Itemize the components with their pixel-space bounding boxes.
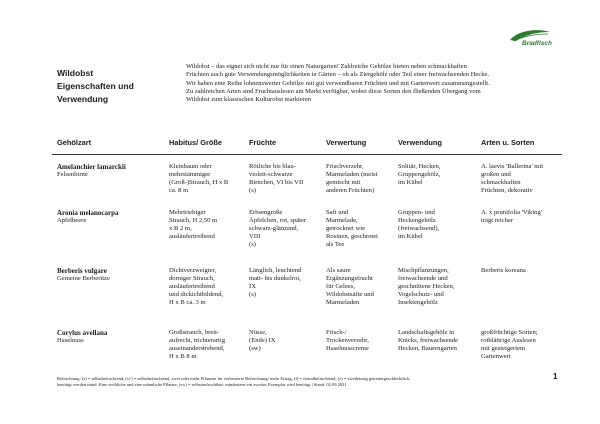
cell-line: Rosinen, geschrotet — [326, 232, 379, 240]
cell-line: getrocknet wie — [326, 224, 365, 232]
cell-line: (s) — [249, 290, 256, 298]
cell-line: Äpfelchen, rot, später — [249, 216, 307, 224]
cell-line: A. laevis 'Ballerina' mit — [481, 163, 544, 170]
header-gehoelzart: Gehölzart — [57, 138, 92, 147]
cell-line: dorniger Strauch, — [169, 274, 215, 282]
cell-line: Haselnusscreme — [326, 344, 369, 352]
cell-line: (s) — [249, 187, 256, 194]
table-row — [52, 259, 562, 321]
page-number: 1 — [553, 372, 558, 381]
cell-line: Gruppen- und — [398, 208, 435, 216]
cell-line: (Groß-)Strauch, H x B — [169, 179, 229, 186]
cell-line: Marmeladen (meist — [326, 171, 378, 178]
plant-common-name: Gemeine Berberitze — [57, 274, 110, 282]
cell-verwendung — [393, 201, 476, 259]
cell-line: ausläufertreibend — [169, 232, 215, 240]
header-verwendung: Verwendung — [398, 138, 442, 147]
cell-line: Dichtverzweigter, — [169, 266, 217, 274]
intro-paragraph: Wildobst – das eignet sich nicht nur für einen Naturgarten! Zahlreiche Gehölze bieten neben schmackhaften Früchten auch gute Verwendungsmöglichkeiten in Gärten – ob als Ziergehölz oder Teil einer freiwachsenden Hecke. Wir haben eine Reihe lohnenswerter Gehölze mit gut verwendbaren Früchten und mit Gartenwert zusammengestellt. Zu zahlreichen Arten sind Fruchtauslesen am Markt verfügbar, wobei diese Sorten den fließenden Übergang vom Wildobst zum klassischen Kulturobst markieren — [186, 63, 490, 104]
cell-line: Frisch-/ — [326, 328, 347, 336]
cell-line: mehrstämmiger — [169, 171, 211, 178]
cell-line: und dickichtbildend, — [169, 290, 224, 298]
cell-verwendung — [393, 155, 476, 201]
cell-line: aufrecht, trichterartig — [169, 336, 226, 344]
cell-line: (sw) — [249, 344, 261, 352]
cell-line: Großstrauch, breit- — [169, 328, 220, 336]
cell-line: Marmeladen — [326, 298, 360, 306]
cell-line: Als saure — [326, 266, 351, 274]
plant-common-name: Haselnuss — [57, 336, 84, 344]
cell-line: Gartenwert — [481, 352, 511, 360]
cell-fruechte — [244, 201, 321, 259]
cell-line: Saft und — [326, 208, 349, 216]
cell-line: rotblättrige Auslesen — [481, 336, 536, 344]
cell-line: Strauch, H 2,50 m — [169, 216, 218, 224]
cell-sorten — [476, 155, 562, 201]
cell-sorten — [476, 201, 562, 259]
cell-line: Früchten, dekorativ — [481, 187, 533, 194]
cell-fruechte — [244, 155, 321, 201]
cell-line: mit gesteigertem — [481, 344, 526, 352]
cell-line: Solitär, Hecken, — [398, 163, 441, 170]
cell-line: geschnittene Hecken, — [398, 282, 455, 290]
cell-line: Wildobstsäfte und — [326, 290, 374, 298]
plant-common-name: Apfelbeere — [57, 216, 87, 224]
header-fruechte: Früchte — [249, 138, 277, 147]
cell-line: Frischverzehr, — [326, 163, 364, 170]
plant-latin-name: Corylus avellana — [57, 328, 108, 337]
table-row — [52, 155, 562, 201]
cell-line: trägt reicher — [481, 216, 514, 224]
cell-line: Berberis koreana — [481, 266, 526, 274]
cell-line: Heckengehölz — [398, 216, 436, 224]
wildobst-table — [52, 138, 562, 361]
cell-line: freiwachsende und — [398, 274, 448, 282]
cell-line: H x B 8 m — [169, 352, 197, 360]
plant-common-name: Felsenbirne — [57, 171, 88, 178]
cell-sorten — [476, 321, 562, 361]
cell-line: Mehrtriebiger — [169, 208, 206, 216]
cell-verwertung — [321, 321, 393, 361]
cell-verwertung — [321, 259, 393, 321]
cell-gehoelzart — [52, 155, 164, 201]
cell-gehoelzart — [52, 321, 164, 361]
footnote: Befruchtung: (s) = selbstbefruchtend, (s+) = selbstbefruchtend, zwei oder mehr Pflanzen für verbesserte Befruchtung/ mehr Ertrag, (f) = fremdbefruchtend, (z) = zweihäusig getrenntgeschlechtlich, benötigt werden mind. Eine weibliche und eine männliche Pflanze, (sw) = selbstunfruchtbar: mindestens ein zweites Exemplar wird benötigt | Stand: 02.09.2021 — [57, 376, 411, 388]
cell-line: im Kübel — [398, 232, 423, 240]
cell-fruechte — [244, 259, 321, 321]
cell-line: auseinanderstrebend, — [169, 344, 225, 352]
cell-line: Insektengehölz — [398, 298, 438, 306]
cell-line: (Ende) IX — [249, 336, 276, 344]
table-header-row — [52, 138, 562, 155]
cell-line: H x B ca. 3 m — [169, 298, 206, 306]
cell-line: (s) — [249, 240, 256, 248]
cell-line: Kleinbaum oder — [169, 163, 212, 170]
plant-latin-name: Amelanchier lamarckii — [57, 163, 126, 171]
cell-line: (freiwachsend), — [398, 224, 440, 232]
cell-sorten — [476, 259, 562, 321]
cell-line: Ergänzungsfrucht — [326, 274, 373, 282]
header-habitus: Habitus/ Größe — [169, 138, 222, 147]
page-title: Wildobst Eigenschaften und Verwendung — [57, 68, 134, 104]
cell-line: schmackhaften — [481, 179, 521, 186]
cell-line: schwarz-glänzend, — [249, 224, 299, 232]
header-verwertung: Verwertung — [326, 138, 367, 147]
cell-line: ausläufertreibend — [169, 282, 215, 290]
cell-line: Hecken, Bauerngarten — [398, 344, 457, 352]
cell-line: als Tee — [326, 240, 345, 248]
cell-line: gemischt mit — [326, 179, 361, 186]
cell-line: Nüsse, — [249, 328, 267, 336]
cell-gehoelzart — [52, 259, 164, 321]
cell-line: VIII — [249, 232, 261, 240]
cell-fruechte — [244, 321, 321, 361]
cell-line: Rötliche bis blau- — [249, 163, 296, 170]
plant-latin-name: Berberis vulgare — [57, 266, 107, 275]
cell-line: Knicks, freiwachsende — [398, 336, 459, 344]
cell-line: A. x prunifolia 'Viking' — [481, 208, 542, 216]
cell-verwertung — [321, 201, 393, 259]
cell-line: ca. 8 m — [169, 187, 189, 194]
cell-line: Trockenverzehr, — [326, 336, 369, 344]
cell-line: anderen Früchten) — [326, 187, 375, 194]
brand-name: Bradfisch — [522, 40, 552, 47]
cell-line: großen und — [481, 171, 511, 178]
header-sorten: Arten u. Sorten — [481, 138, 535, 147]
cell-gehoelzart — [52, 201, 164, 259]
cell-line: IX — [249, 282, 256, 290]
cell-line: matt- bis dunkelrot, — [249, 274, 301, 282]
cell-line: für Gelees, — [326, 282, 355, 290]
cell-line: Marmelade, — [326, 216, 358, 224]
cell-line: Erbsengroße — [249, 208, 283, 216]
cell-line: Länglich, leuchtend — [249, 266, 302, 274]
cell-line: Mischpflanzungen, — [398, 266, 449, 274]
cell-line: Landschaftsgehölz in — [398, 328, 455, 336]
table-row — [52, 321, 562, 361]
cell-line: Vogelschutz- und — [398, 290, 444, 298]
brand-logo — [508, 28, 552, 52]
cell-line: Birnchen, VI bis VII — [249, 179, 304, 186]
cell-verwendung — [393, 321, 476, 361]
cell-line: violett-schwarze — [249, 171, 293, 178]
cell-habitus — [164, 155, 244, 201]
cell-habitus — [164, 259, 244, 321]
cell-line: Gruppengehölz, — [398, 171, 441, 178]
table-row — [52, 201, 562, 259]
cell-line: x B 2 m, — [169, 224, 192, 232]
cell-line: im Kübel — [398, 179, 423, 186]
cell-habitus — [164, 321, 244, 361]
cell-verwendung — [393, 259, 476, 321]
cell-verwertung — [321, 155, 393, 201]
cell-line: großfrüchtige Sorten; — [481, 328, 538, 336]
plant-latin-name: Aronia melanocarpa — [57, 208, 119, 217]
cell-habitus — [164, 201, 244, 259]
